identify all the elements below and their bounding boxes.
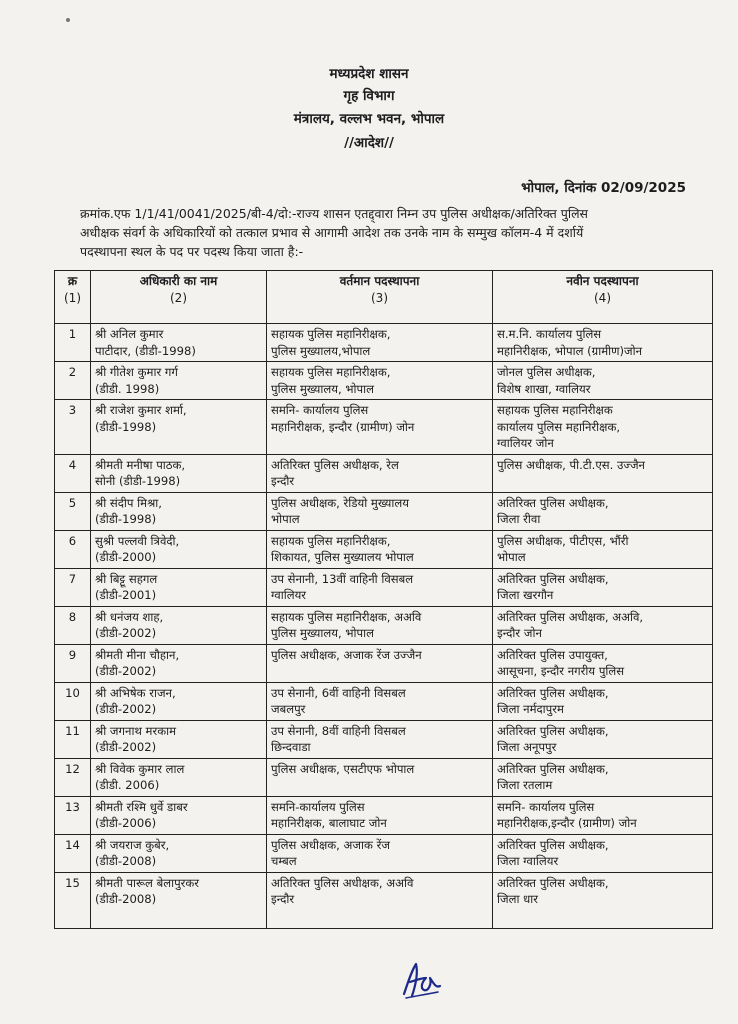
cell-current-posting: [267, 362, 493, 400]
cell-officer-name: [91, 530, 267, 568]
cell-officer-name-line: श्रीमती पारूल बेलापुरकर: [95, 875, 200, 890]
cell-serial: 15: [55, 872, 91, 928]
cell-current-posting-line: पुलिस अधीक्षक, अजाक रेंज उज्जैन: [271, 647, 422, 662]
cell-new-posting: [493, 324, 713, 362]
cell-new-posting-line: जिला धार: [497, 892, 539, 906]
cell-new-posting-line: पुलिस अधीक्षक, पी.टी.एस. उज्जैन: [497, 457, 645, 472]
table-row: [55, 362, 713, 400]
cell-serial: 12: [55, 758, 91, 796]
cell-officer-name-line: (डीडी. 2006): [95, 778, 160, 792]
cell-current-posting-line: महानिरीक्षक, बालाघाट जोन: [271, 816, 387, 830]
cell-new-posting: [493, 492, 713, 530]
scan-speck: [66, 18, 70, 22]
cell-officer-name: [91, 872, 267, 928]
cell-current-posting-line: छिन्दवाडा: [271, 740, 311, 754]
cell-officer-name-line: श्री राजेश कुमार शर्मा,: [95, 403, 187, 417]
table-row: [55, 834, 713, 872]
cell-officer-name-line: श्री जगनाथ मरकाम: [95, 723, 177, 738]
cell-officer-name: [91, 454, 267, 492]
cell-new-posting: [493, 568, 713, 606]
table-row: [55, 568, 713, 606]
header-ministry: मंत्रालय, वल्लभ भवन, भोपाल: [293, 111, 445, 127]
col-header-current-posting: वर्तमान पदस्थापना (3): [267, 271, 493, 324]
cell-new-posting-line: अतिरिक्त पुलिस अधीक्षक,: [497, 837, 609, 852]
cell-new-posting: [493, 530, 713, 568]
cell-officer-name-line: श्री बिट्टू सहगल: [95, 571, 158, 586]
cell-officer-name-line: पाटीदार, (डीडी-1998): [95, 343, 196, 358]
cell-new-posting: [493, 682, 713, 720]
cell-new-posting-line: जिला ग्वालियर: [497, 854, 559, 868]
col-header-officer-name: अधिकारी का नाम (2): [91, 271, 267, 324]
table-row: [55, 606, 713, 644]
cell-new-posting: [493, 606, 713, 644]
cell-officer-name: [91, 492, 267, 530]
cell-officer-name-line: श्री गीतेश कुमार गर्ग: [95, 365, 178, 379]
table-row: [55, 454, 713, 492]
table-row: [55, 796, 713, 834]
cell-officer-name: [91, 400, 267, 455]
cell-current-posting-line: समनि- कार्यालय पुलिस: [271, 403, 369, 417]
cell-current-posting-line: पुलिस मुख्यालय, भोपाल: [271, 381, 374, 396]
cell-serial: 8: [55, 606, 91, 644]
cell-officer-name-line: (डीडी-2001): [95, 588, 157, 602]
cell-officer-name-line: (डीडी-2002): [95, 626, 157, 640]
cell-new-posting-line: इन्दौर जोन: [497, 626, 542, 640]
table-header-row: [55, 271, 713, 324]
table-row: [55, 530, 713, 568]
cell-new-posting: [493, 720, 713, 758]
cell-new-posting-line: अतिरिक्त पुलिस अधीक्षक,: [497, 875, 609, 890]
cell-new-posting: [493, 834, 713, 872]
cell-current-posting-line: इन्दौर: [271, 474, 295, 488]
cell-officer-name-line: (डीडी-1998): [95, 419, 157, 434]
cell-officer-name: [91, 834, 267, 872]
cell-new-posting-line: जिला खरगौन: [497, 588, 554, 602]
cell-current-posting-line: सहायक पुलिस महानिरीक्षक,: [271, 327, 391, 341]
header-state: मध्यप्रदेश शासन: [329, 66, 409, 82]
intro-line: अधीक्षक संवर्ग के अधिकारियों को तत्काल प्रभाव से आगामी आदेश तक उनके नाम के सम्मुख कॉलम-4 में दर्शायें: [80, 225, 584, 240]
cell-current-posting-line: सहायक पुलिस महानिरीक्षक, अअवि: [271, 609, 422, 624]
cell-current-posting-line: इन्दौर: [271, 892, 295, 906]
cell-new-posting-line: अतिरिक्त पुलिस अधीक्षक,: [497, 571, 609, 586]
intro-line: पदस्थापना स्थल के पद पर पदस्थ किया जाता है:-: [80, 244, 304, 259]
cell-serial: 7: [55, 568, 91, 606]
cell-officer-name: [91, 796, 267, 834]
table-row: [55, 720, 713, 758]
cell-new-posting-line: सहायक पुलिस महानिरीक्षक: [497, 403, 613, 417]
cell-current-posting: [267, 796, 493, 834]
cell-officer-name: [91, 644, 267, 682]
cell-current-posting: [267, 758, 493, 796]
cell-new-posting-line: अतिरिक्त पुलिस अधीक्षक,: [497, 495, 609, 510]
cell-current-posting-line: ग्वालियर: [271, 588, 307, 602]
cell-officer-name-line: (डीडी-2002): [95, 740, 157, 754]
cell-serial: 2: [55, 362, 91, 400]
cell-new-posting: [493, 758, 713, 796]
cell-current-posting-line: उप सेनानी, 6वीं वाहिनी विसबल: [271, 685, 406, 700]
cell-officer-name-line: (डीडी-2002): [95, 664, 157, 678]
cell-new-posting-line: जिला रतलाम: [497, 778, 553, 792]
cell-new-posting-line: अतिरिक्त पुलिस अधीक्षक,: [497, 761, 609, 776]
cell-new-posting-line: विशेष शाखा, ग्वालियर: [497, 381, 591, 396]
cell-current-posting: [267, 644, 493, 682]
cell-serial: 5: [55, 492, 91, 530]
cell-serial: 13: [55, 796, 91, 834]
cell-current-posting-line: सहायक पुलिस महानिरीक्षक,: [271, 533, 391, 548]
cell-officer-name: [91, 720, 267, 758]
cell-current-posting: [267, 492, 493, 530]
cell-officer-name-line: श्रीमती रश्मि धुर्वे डाबर: [95, 799, 188, 814]
cell-current-posting: [267, 530, 493, 568]
cell-officer-name-line: (डीडी. 1998): [95, 381, 160, 396]
header-department: गृह विभाग: [343, 88, 395, 104]
cell-officer-name-line: (डीडी-2002): [95, 702, 157, 716]
table-row: [55, 644, 713, 682]
cell-officer-name: [91, 758, 267, 796]
posting-table: [54, 270, 713, 929]
cell-new-posting-line: कार्यालय पुलिस महानिरीक्षक,: [497, 419, 621, 434]
cell-current-posting-line: अतिरिक्त पुलिस अधीक्षक, रेल: [271, 457, 399, 472]
cell-officer-name-line: (डीडी-2000): [95, 550, 157, 564]
cell-current-posting: [267, 682, 493, 720]
cell-serial: 9: [55, 644, 91, 682]
cell-current-posting: [267, 834, 493, 872]
cell-current-posting: [267, 454, 493, 492]
cell-new-posting-line: महानिरीक्षक, भोपाल (ग्रामीण)जोन: [497, 343, 643, 358]
cell-officer-name: [91, 362, 267, 400]
cell-current-posting: [267, 568, 493, 606]
cell-new-posting-line: भोपाल: [497, 550, 526, 564]
cell-current-posting-line: पुलिस अधीक्षक, रेडियो मुख्यालय: [271, 495, 409, 510]
cell-current-posting-line: महानिरीक्षक, इन्दौर (ग्रामीण) जोन: [271, 419, 415, 434]
cell-current-posting-line: पुलिस मुख्यालय,भोपाल: [271, 343, 371, 358]
col-header-serial: क्र (1): [55, 271, 91, 324]
cell-new-posting-line: स.म.नि. कार्यालय पुलिस: [497, 327, 602, 341]
cell-officer-name-line: (डीडी-2008): [95, 892, 157, 906]
cell-officer-name-line: (डीडी-1998): [95, 512, 157, 526]
order-intro: [80, 204, 692, 261]
cell-current-posting-line: पुलिस मुख्यालय, भोपाल: [271, 626, 374, 640]
table-row: [55, 872, 713, 928]
cell-officer-name-line: श्री धनंजय शाह,: [95, 609, 164, 624]
cell-serial: 10: [55, 682, 91, 720]
cell-officer-name-line: श्री विवेक कुमार लाल: [95, 761, 185, 776]
cell-serial: 4: [55, 454, 91, 492]
cell-new-posting-line: जिला अनूपपुर: [497, 740, 557, 754]
cell-new-posting-line: अतिरिक्त पुलिस अधीक्षक,: [497, 685, 609, 700]
cell-officer-name: [91, 568, 267, 606]
cell-new-posting: [493, 362, 713, 400]
cell-current-posting: [267, 606, 493, 644]
cell-new-posting-line: पुलिस अधीक्षक, पीटीएस, भौंरी: [497, 533, 629, 548]
cell-new-posting-line: महानिरीक्षक,इन्दौर (ग्रामीण) जोन: [497, 816, 637, 830]
table-row: [55, 758, 713, 796]
cell-current-posting-line: जबलपुर: [271, 702, 306, 716]
cell-new-posting: [493, 400, 713, 455]
cell-serial: 6: [55, 530, 91, 568]
cell-current-posting: [267, 400, 493, 455]
cell-officer-name-line: सुश्री पल्लवी त्रिवेदी,: [95, 533, 180, 548]
cell-officer-name-line: श्री अभिषेक राजन,: [95, 685, 176, 700]
cell-current-posting-line: अतिरिक्त पुलिस अधीक्षक, अअवि: [271, 875, 414, 890]
cell-new-posting-line: अतिरिक्त पुलिस अधीक्षक, अअवि,: [497, 609, 644, 624]
cell-officer-name-line: (डीडी-2008): [95, 854, 157, 868]
cell-current-posting-line: सहायक पुलिस महानिरीक्षक,: [271, 365, 391, 379]
cell-serial: 3: [55, 400, 91, 455]
cell-new-posting: [493, 872, 713, 928]
cell-serial: 11: [55, 720, 91, 758]
cell-new-posting: [493, 796, 713, 834]
cell-officer-name-line: श्रीमती मनीषा पाठक,: [95, 457, 186, 472]
cell-current-posting: [267, 324, 493, 362]
cell-current-posting-line: उप सेनानी, 8वीं वाहिनी विसबल: [271, 723, 406, 738]
cell-current-posting-line: समनि-कार्यालय पुलिस: [271, 799, 365, 814]
cell-new-posting: [493, 454, 713, 492]
intro-line: क्रमांक.एफ 1/1/41/0041/2025/बी-4/दो:-राज्य शासन एतद्द्वारा निम्न उप पुलिस अधीक्षक/अतिरिक्त पुलिस: [80, 206, 588, 221]
cell-current-posting-line: भोपाल: [271, 512, 300, 526]
order-date: भोपाल, दिनांक 02/09/2025: [521, 180, 686, 196]
cell-new-posting-line: आसूचना, इन्दौर नगरीय पुलिस: [497, 664, 625, 678]
cell-officer-name: [91, 682, 267, 720]
cell-new-posting-line: अतिरिक्त पुलिस उपायुक्त,: [497, 647, 608, 662]
cell-officer-name-line: (डीडी-2006): [95, 816, 157, 830]
cell-serial: 1: [55, 324, 91, 362]
cell-new-posting: [493, 644, 713, 682]
cell-new-posting-line: जिला नर्मदापुरम: [497, 702, 564, 716]
cell-new-posting-line: समनि- कार्यालय पुलिस: [497, 799, 595, 814]
col-header-new-posting: नवीन पदस्थापना (4): [493, 271, 713, 324]
signature-mark: [396, 956, 444, 1004]
cell-serial: 14: [55, 834, 91, 872]
table-row: [55, 682, 713, 720]
cell-new-posting-line: जिला रीवा: [497, 512, 541, 526]
table-row: [55, 492, 713, 530]
cell-officer-name: [91, 606, 267, 644]
table-row: [55, 324, 713, 362]
cell-current-posting: [267, 872, 493, 928]
cell-new-posting-line: जोनल पुलिस अधीक्षक,: [497, 365, 596, 379]
cell-current-posting-line: पुलिस अधीक्षक, अजाक रेंज: [271, 837, 390, 852]
cell-officer-name: [91, 324, 267, 362]
cell-officer-name-line: सोनी (डीडी-1998): [95, 474, 181, 488]
cell-officer-name-line: श्री अनिल कुमार: [95, 327, 164, 341]
cell-officer-name-line: श्रीमती मीना चौहान,: [95, 647, 180, 662]
cell-current-posting-line: शिकायत, पुलिस मुख्यालय भोपाल: [271, 550, 414, 564]
cell-officer-name-line: श्री जयराज कुबेर,: [95, 837, 170, 852]
table-row: [55, 400, 713, 455]
cell-current-posting-line: पुलिस अधीक्षक, एसटीएफ भोपाल: [271, 761, 415, 776]
header-order-title: //आदेश//: [344, 135, 394, 151]
cell-officer-name-line: श्री संदीप मिश्रा,: [95, 495, 162, 510]
cell-new-posting-line: ग्वालियर जोन: [497, 436, 554, 450]
cell-current-posting: [267, 720, 493, 758]
cell-new-posting-line: अतिरिक्त पुलिस अधीक्षक,: [497, 723, 609, 738]
cell-current-posting-line: चम्बल: [271, 854, 297, 868]
cell-current-posting-line: उप सेनानी, 13वीं वाहिनी विसबल: [271, 571, 414, 586]
